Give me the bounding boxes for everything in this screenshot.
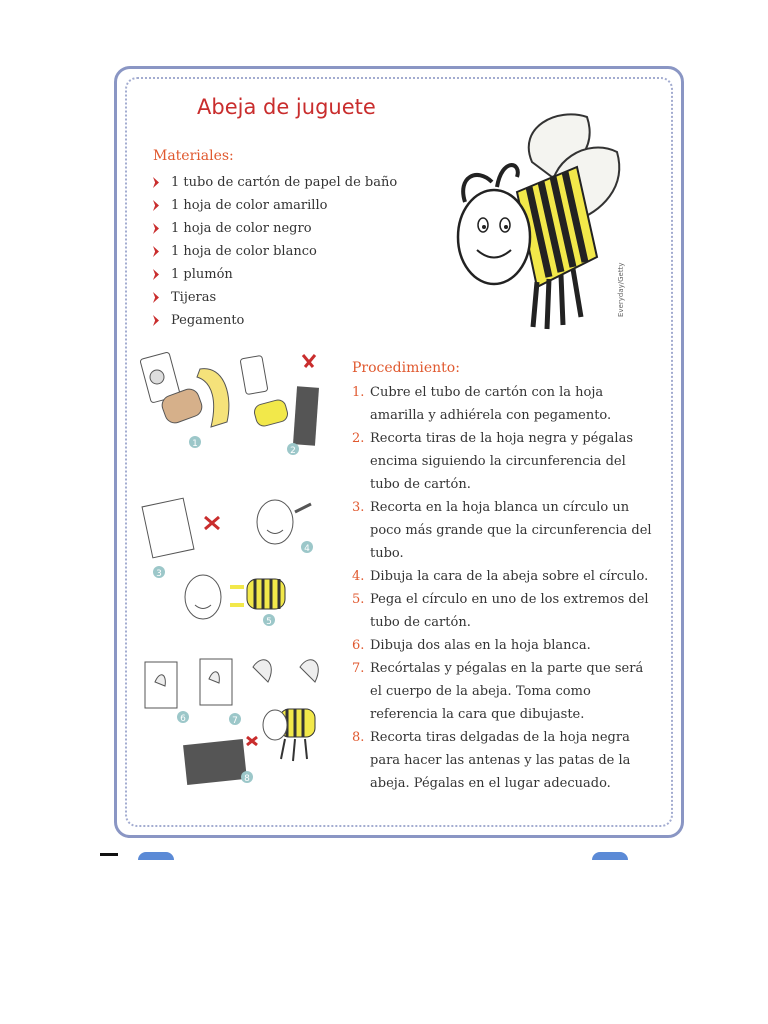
material-item: 1 hoja de color negro: [153, 217, 397, 240]
bee-eye-left: [478, 218, 488, 232]
svg-text:3: 3: [156, 569, 162, 579]
svg-text:1: 1: [192, 439, 198, 449]
svg-text:4: 4: [304, 544, 310, 554]
bee-pupil-right: [504, 225, 508, 229]
svg-text:5: 5: [266, 617, 272, 627]
material-item: 1 tubo de cartón de papel de baño: [153, 171, 397, 194]
activity-card: [114, 66, 684, 838]
page-tab-left[interactable]: [138, 852, 174, 860]
material-item: Tijeras: [153, 286, 397, 309]
step-item: 1. Cubre el tubo de cartón con la hoja amarilla y adhiérela con pegamento.: [352, 385, 612, 423]
step-item: 6. Dibuja dos alas en la hoja blanca.: [352, 638, 591, 653]
svg-text:6: 6: [180, 714, 186, 724]
material-item: 1 plumón: [153, 263, 397, 286]
material-item: 1 hoja de color blanco: [153, 240, 397, 263]
svg-text:7: 7: [232, 716, 238, 726]
bee-face: [458, 190, 530, 284]
step-item: 5. Pega el círculo en uno de los extremos del tubo de cartón.: [352, 592, 649, 630]
bee-illustration: [437, 107, 637, 332]
illustration-steps-6-8: [145, 659, 318, 785]
bullet-icon: [153, 223, 159, 234]
procedure-heading: Procedimiento:: [352, 360, 460, 376]
procedure-steps: [352, 381, 652, 795]
svg-text:2: 2: [290, 446, 296, 456]
material-item: Pegamento: [153, 309, 397, 332]
svg-text:8: 8: [244, 774, 250, 784]
bullet-icon: [153, 315, 159, 326]
step-item: 4. Dibuja la cara de la abeja sobre el círculo.: [352, 569, 649, 584]
image-credit: Everyday/Getty: [617, 262, 625, 317]
bee-pupil-left: [482, 225, 486, 229]
bullet-icon: [153, 292, 159, 303]
material-item: 1 hoja de color amarillo: [153, 194, 397, 217]
materials-list: [153, 171, 397, 332]
step-item: 8. Recorta tiras delgadas de la hoja negra para hacer las antenas y las patas de la abeja. Pégalas en el lugar adecuado.: [352, 730, 631, 791]
page-title: Abeja de juguete: [197, 95, 376, 119]
step-item: 2. Recorta tiras de la hoja negra y pégalas encima siguiendo la circunferencia del tubo de cartón.: [352, 431, 633, 492]
illustration-steps-1-2: [140, 352, 319, 456]
page-tab-right[interactable]: [592, 852, 628, 860]
bullet-icon: [153, 200, 159, 211]
illustration-steps-3-5: [142, 498, 313, 627]
bullet-icon: [153, 269, 159, 280]
materials-heading: Materiales:: [153, 148, 234, 164]
bee-eye-right: [500, 218, 510, 232]
step-illustrations: [135, 347, 335, 797]
step-item: 3. Recorta en la hoja blanca un círculo un poco más grande que la circunferencia del tubo.: [352, 500, 652, 561]
edge-mark: [100, 853, 118, 856]
bullet-icon: [153, 177, 159, 188]
step-item: 7. Recórtalas y pégalas en la parte que será el cuerpo de la abeja. Toma como referencia la cara que dibujaste.: [352, 661, 644, 722]
bullet-icon: [153, 246, 159, 257]
